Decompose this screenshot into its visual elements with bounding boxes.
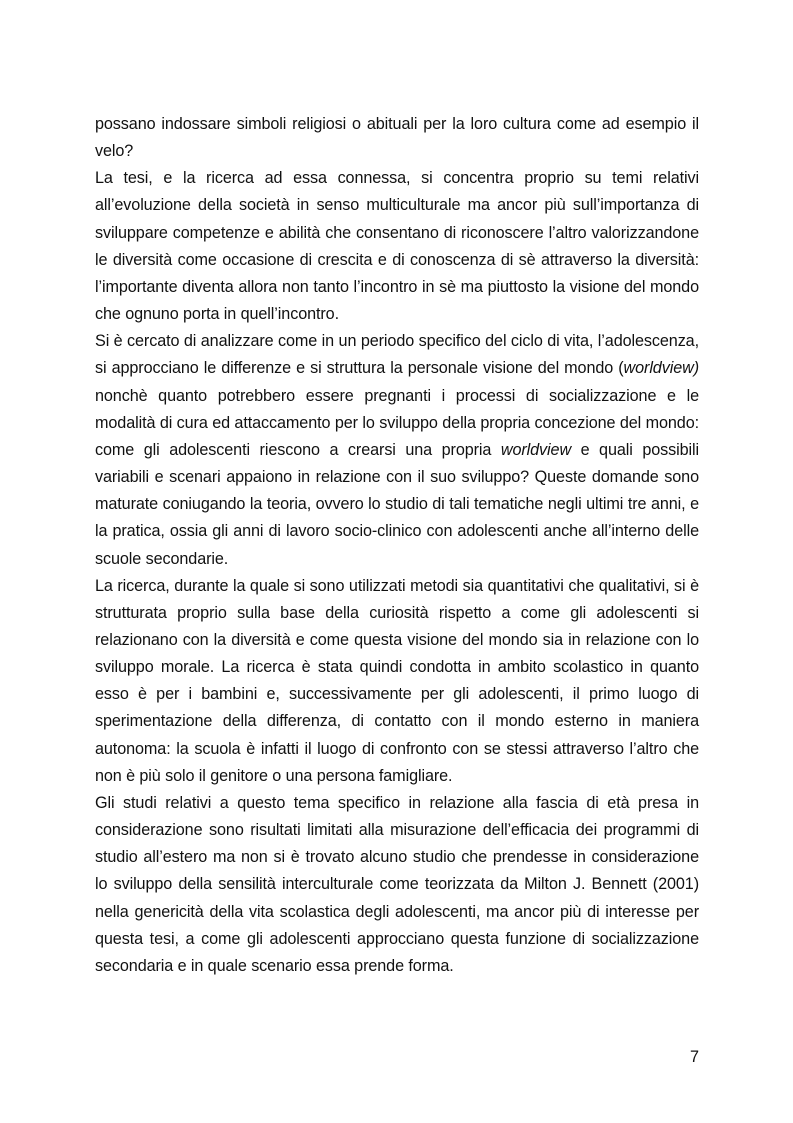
text-run: e quali possibili variabili e scenari appaiono in relazione con il suo sviluppo? Queste domande sono maturate coniugando la teoria, ovvero lo studio di tali tematiche negli ultimi tre anni, e la pratica, ossia gli anni di lavoro socio-clinico con adolescenti anche all’interno delle scuole secondarie. (95, 440, 699, 568)
paragraph (95, 790, 699, 980)
page-number: 7 (689, 1048, 699, 1066)
paragraph (95, 328, 699, 572)
text-run: nonchè quanto potrebbero essere pregnanti i processi di socializzazione e le modalità di cura ed attaccamento per lo sviluppo della propria concezione del mondo: come gli adolescenti riescono a crearsi una propria (95, 386, 699, 459)
paragraph (95, 573, 699, 790)
text-run: La ricerca, durante la quale si sono utilizzati metodi sia quantitativi che qualitativi, si è strutturata proprio sulla base della curiosità rispetto a come gli adolescenti si relazionano con la diversità e come questa visione del mondo sia in relazione con lo sviluppo morale. La ricerca è stata quindi condotta in ambito scolastico in quanto esso è per i bambini e, successivamente per gli adolescenti, il primo luogo di sperimentazione della differenza, di contatto con il mondo esterno in maniera autonoma: la scuola è infatti il luogo di confronto con se stessi attraverso l’altro che non è più solo il genitore o una persona famigliare. (95, 576, 699, 785)
italic-term: worldview (500, 440, 572, 459)
text-run: Si è cercato di analizzare come in un periodo specifico del ciclo di vita, l’adolescenza, si approcciano le differenze e si struttura la personale visione del mondo ( (95, 332, 699, 378)
body-text (95, 111, 699, 980)
text-run: possano indossare simboli religiosi o abituali per la loro cultura come ad esempio il velo? (95, 115, 699, 161)
italic-term: worldview) (623, 359, 699, 378)
text-run: La tesi, e la ricerca ad essa connessa, si concentra proprio su temi relativi all’evoluzione della società in senso multiculturale ma ancor più sull’importanza di sviluppare competenze e abilità che consentano di riconoscere l’altro valorizzandone le diversità come occasione di crescita e di conoscenza di sè attraverso la diversità: l’importante diventa allora non tanto l’incontro in sè ma piuttosto la visione del mondo che ognuno porta in quell’incontro. (95, 169, 699, 324)
paragraph (95, 111, 699, 165)
paragraph (95, 165, 699, 328)
text-run: Gli studi relativi a questo tema specifico in relazione alla fascia di età presa in considerazione sono risultati limitati alla misurazione dell’efficacia dei programmi di studio all’estero ma non si è trovato alcuno studio che prendesse in considerazione lo sviluppo della sensilità interculturale come teorizzata da Milton J. Bennett (2001) nella genericità della vita scolastica degli adolescenti, ma ancor più di interesse per questa tesi, a come gli adolescenti approcciano questa funzione di socializzazione secondaria e in quale scenario essa prende forma. (95, 793, 699, 975)
